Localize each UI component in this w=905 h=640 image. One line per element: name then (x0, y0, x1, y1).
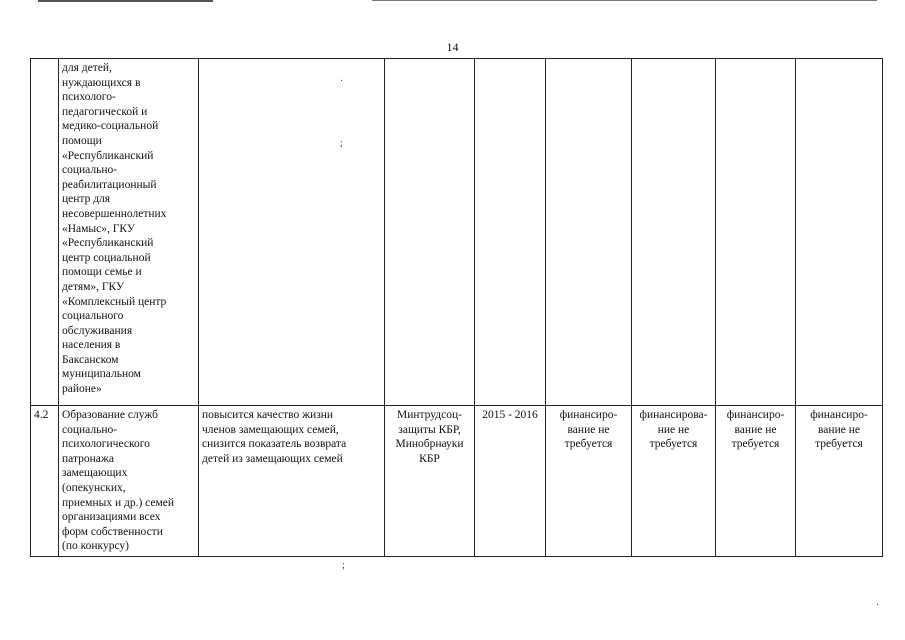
cell-period: 2015 - 2016 (475, 406, 546, 557)
cell-number: 4.2 (31, 406, 59, 557)
cell-financing-1 (546, 59, 632, 406)
top-rule-left (38, 0, 213, 2)
scan-speck: ; (340, 138, 343, 149)
program-table (30, 58, 883, 557)
cell-financing-3 (716, 59, 796, 406)
cell-number (31, 59, 59, 406)
cell-financing-1: финансиро- вание не требуется (546, 406, 632, 557)
cell-financing-2: финансирова- ние не требуется (632, 406, 716, 557)
cell-financing-2 (632, 59, 716, 406)
scan-speck: · (876, 600, 880, 611)
cell-activity: для детей, нуждающихся в психолого- педагогической и медико-социальной помощи «Республиканский социально- реабилитационный центр для несовершеннолетних «Намыс», ГКУ «Республиканский центр социальной помощи семье и детям», ГКУ «Комплексный центр социального обслуживания населения в Баксанском муниципальном районе» (59, 59, 199, 406)
table-row (31, 59, 883, 406)
cell-financing-4 (796, 59, 883, 406)
cell-financing-3: финансиро- вание не требуется (716, 406, 796, 557)
cell-period (475, 59, 546, 406)
page-number: 14 (446, 40, 459, 54)
cell-result: повысится качество жизни членов замещающих семей, снизится показатель возврата детей из замещающих семей (199, 406, 385, 557)
cell-executor (385, 59, 475, 406)
cell-activity: Образование служб социально- психологического патронажа замещающих (опекунских, приемных и др.) семей организациями всех форм собственности (по конкурсу) (59, 406, 199, 557)
scan-speck: ; (342, 560, 345, 571)
cell-executor: Минтрудсоц- защиты КБР, Минобрнауки КБР (385, 406, 475, 557)
table-row (31, 406, 883, 557)
cell-result (199, 59, 385, 406)
top-rule-right (372, 0, 877, 1)
scan-speck: · (340, 76, 344, 87)
cell-financing-4: финансиро- вание не требуется (796, 406, 883, 557)
